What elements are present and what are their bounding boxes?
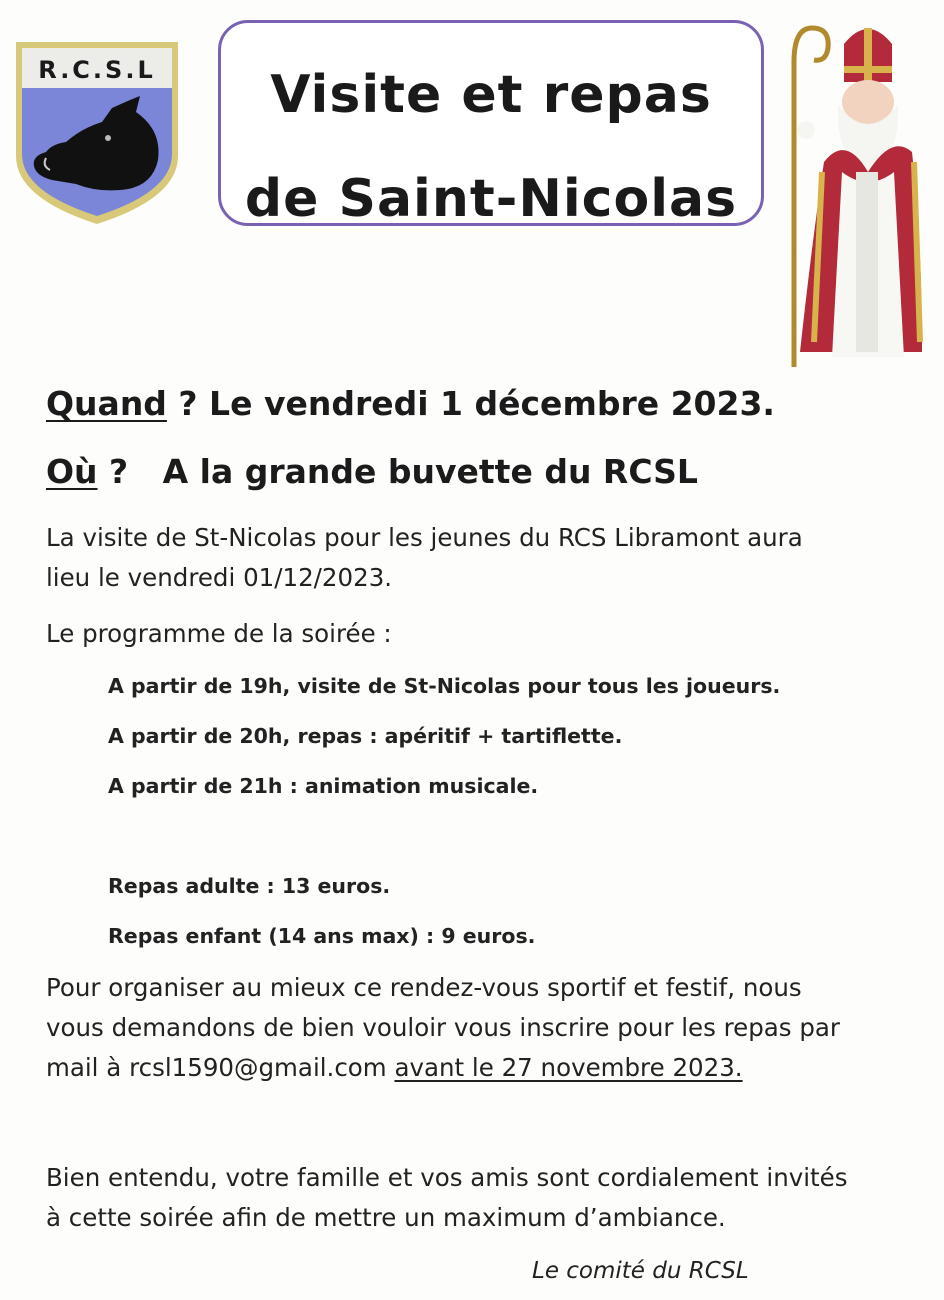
programme-item: A partir de 19h, visite de St-Nicolas pour tous les joueurs.	[108, 674, 781, 698]
when-label: Quand	[46, 384, 167, 423]
title-box	[218, 20, 764, 229]
registration-deadline: avant le 27 novembre 2023.	[394, 1053, 743, 1082]
when-heading	[46, 384, 775, 423]
registration-email-text: mail à rcsl1590@gmail.com	[46, 1053, 395, 1082]
invite-line-1: Bien entendu, votre famille et vos amis sont cordialement invités	[46, 1163, 848, 1192]
intro-line-1: La visite de St-Nicolas pour les jeunes du RCS Libramont aura	[46, 523, 803, 552]
where-label: Où	[46, 452, 98, 491]
when-text: ? Le vendredi 1 décembre 2023.	[166, 384, 775, 423]
price-adult: Repas adulte : 13 euros.	[108, 874, 391, 898]
registration-line-3	[46, 1048, 840, 1088]
programme-item: A partir de 20h, repas : apéritif + tartiflette.	[108, 724, 623, 748]
where-heading	[46, 452, 698, 491]
registration-paragraph	[46, 968, 840, 1088]
crest-text: R.C.S.L	[38, 56, 156, 84]
price-child: Repas enfant (14 ans max) : 9 euros.	[108, 924, 536, 948]
registration-line-1: Pour organiser au mieux ce rendez-vous sportif et festif, nous	[46, 973, 802, 1002]
mitre-icon	[844, 28, 892, 82]
registration-line-2: vous demandons de bien vouloir vous inscrire pour les repas par	[46, 1013, 841, 1042]
where-text: ? A la grande buvette du RCSL	[97, 452, 698, 491]
club-crest-logo	[12, 38, 182, 228]
intro-line-2: lieu le vendredi 01/12/2023.	[46, 563, 393, 592]
saint-nicolas-illustration	[772, 22, 932, 372]
intro-paragraph	[46, 518, 803, 598]
signature: Le comité du RCSL	[532, 1258, 749, 1284]
programme-label: Le programme de la soirée :	[46, 619, 392, 648]
invite-paragraph	[46, 1158, 847, 1238]
programme-item: A partir de 21h : animation musicale.	[108, 774, 539, 798]
title-line-2: de Saint-Nicolas	[244, 169, 738, 229]
invite-line-2: à cette soirée afin de mettre un maximum d’ambiance.	[46, 1203, 726, 1232]
title-line-1: Visite et repas	[270, 65, 712, 125]
